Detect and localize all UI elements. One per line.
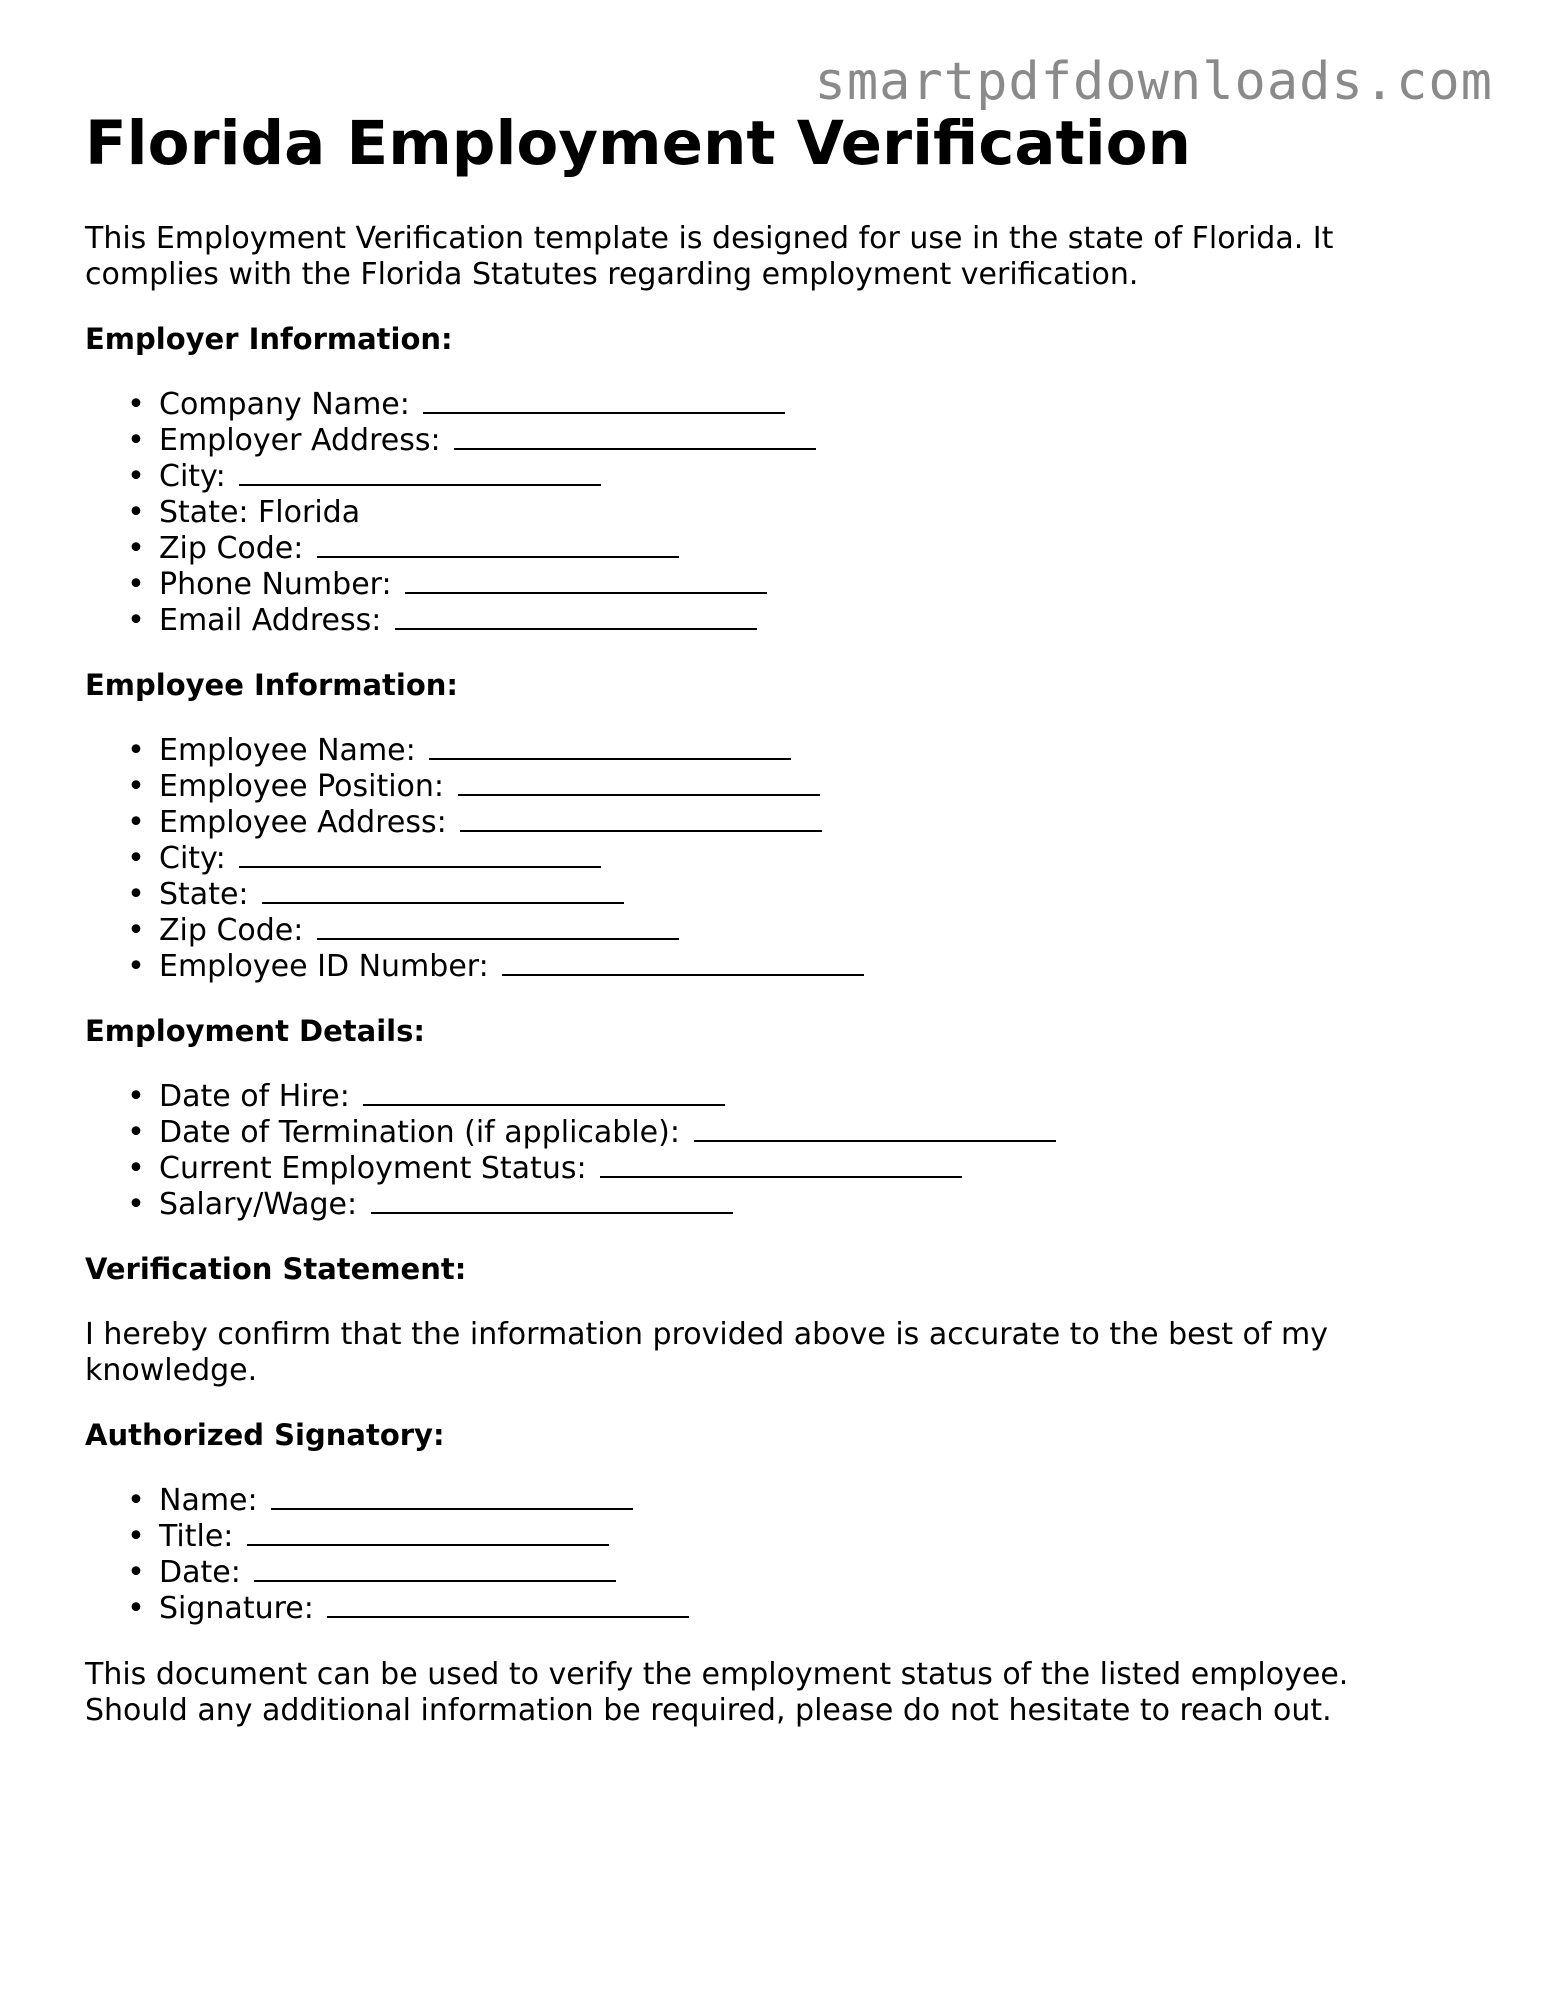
field-label: Date:: [159, 1555, 241, 1590]
form-field-item: [125, 1519, 1485, 1555]
fill-in-blank[interactable]: [262, 878, 624, 904]
fill-in-blank[interactable]: [423, 388, 785, 414]
form-field-item: [125, 459, 1485, 495]
form-field-item: [125, 1483, 1485, 1519]
fill-in-blank[interactable]: [363, 1080, 725, 1106]
field-label: Zip Code:: [159, 913, 304, 948]
form-field-item: [125, 949, 1485, 985]
form-field-item: [125, 423, 1485, 459]
field-label: Employee Address:: [159, 805, 447, 840]
form-field-item: [125, 769, 1485, 805]
fill-in-blank[interactable]: [454, 424, 816, 450]
bullet-icon: •: [127, 1555, 145, 1590]
employer-field-list: [85, 387, 1485, 639]
watermark: smartpdfdownloads.com: [814, 52, 1493, 112]
bullet-icon: •: [127, 1483, 145, 1518]
bullet-icon: •: [127, 1151, 145, 1186]
form-field-item: [125, 1555, 1485, 1591]
bullet-icon: •: [127, 733, 145, 768]
verification-section: [85, 1251, 1485, 1389]
fill-in-blank[interactable]: [327, 1592, 689, 1618]
form-field-item: [125, 1079, 1485, 1115]
section-heading-employer: Employer Information:: [85, 322, 453, 356]
bullet-icon: •: [127, 1591, 145, 1626]
bullet-icon: •: [127, 459, 145, 494]
field-label: State:: [159, 877, 249, 912]
field-label: Employee ID Number:: [159, 949, 489, 984]
form-field-item: [125, 877, 1485, 913]
fill-in-blank[interactable]: [317, 532, 679, 558]
bullet-icon: •: [127, 1187, 145, 1222]
field-label: Employer Address:: [159, 423, 441, 458]
bullet-icon: •: [127, 1519, 145, 1554]
fill-in-blank[interactable]: [460, 806, 822, 832]
form-field-item: [125, 805, 1485, 841]
form-field-item: [125, 1591, 1485, 1627]
field-label: Name:: [159, 1483, 258, 1518]
field-label: Date of Termination (if applicable):: [159, 1115, 680, 1150]
form-field-item: [125, 567, 1485, 603]
form-field-item: [125, 603, 1485, 639]
signatory-field-list: [85, 1483, 1485, 1627]
field-label: Employee Name:: [159, 733, 416, 768]
intro-paragraph: This Employment Verification template is designed for use in the state of Florida. It complies with the Florida Statutes regarding employment verification.: [85, 221, 1334, 292]
form-field-item: [125, 495, 1485, 531]
bullet-icon: •: [127, 1079, 145, 1114]
field-label: State: Florida: [159, 495, 361, 530]
fill-in-blank[interactable]: [395, 604, 757, 630]
fill-in-blank[interactable]: [600, 1152, 962, 1178]
bullet-icon: •: [127, 495, 145, 530]
bullet-icon: •: [127, 769, 145, 804]
form-field-item: [125, 913, 1485, 949]
page-title: Florida Employment Verification: [85, 108, 1191, 179]
employer-section: [85, 321, 1485, 639]
fill-in-blank[interactable]: [405, 568, 767, 594]
fill-in-blank[interactable]: [429, 734, 791, 760]
bullet-icon: •: [127, 387, 145, 422]
bullet-icon: •: [127, 567, 145, 602]
section-heading-employee: Employee Information:: [85, 668, 459, 702]
form-field-item: [125, 387, 1485, 423]
form-field-item: [125, 1187, 1485, 1223]
fill-in-blank[interactable]: [317, 914, 679, 940]
field-label: Current Employment Status:: [159, 1151, 587, 1186]
bullet-icon: •: [127, 423, 145, 458]
verification-statement: I hereby confirm that the information provided above is accurate to the best of my knowledge.: [85, 1317, 1328, 1388]
employee-section: [85, 667, 1485, 985]
section-heading-employment: Employment Details:: [85, 1014, 425, 1048]
employment-section: [85, 1013, 1485, 1223]
fill-in-blank[interactable]: [254, 1556, 616, 1582]
fill-in-blank[interactable]: [458, 770, 820, 796]
fill-in-blank[interactable]: [239, 842, 601, 868]
bullet-icon: •: [127, 913, 145, 948]
field-label: Salary/Wage:: [159, 1187, 358, 1222]
fill-in-blank[interactable]: [694, 1116, 1056, 1142]
form-field-item: [125, 531, 1485, 567]
fill-in-blank[interactable]: [239, 460, 601, 486]
field-label: Signature:: [159, 1591, 314, 1626]
bullet-icon: •: [127, 1115, 145, 1150]
fill-in-blank[interactable]: [502, 950, 864, 976]
bullet-icon: •: [127, 805, 145, 840]
form-field-item: [125, 1115, 1485, 1151]
bullet-icon: •: [127, 531, 145, 566]
form-field-item: [125, 733, 1485, 769]
field-label: Date of Hire:: [159, 1079, 350, 1114]
field-label: Company Name:: [159, 387, 410, 422]
section-heading-verification: Verification Statement:: [85, 1252, 467, 1286]
field-label: Phone Number:: [159, 567, 392, 602]
document-page: [85, 108, 1485, 1729]
bullet-icon: •: [127, 877, 145, 912]
field-label: City:: [159, 841, 226, 876]
fill-in-blank[interactable]: [271, 1484, 633, 1510]
form-field-item: [125, 841, 1485, 877]
field-label: Employee Position:: [159, 769, 445, 804]
section-heading-signatory: Authorized Signatory:: [85, 1418, 445, 1452]
signatory-section: [85, 1417, 1485, 1627]
employee-field-list: [85, 733, 1485, 985]
field-label: Zip Code:: [159, 531, 304, 566]
employment-field-list: [85, 1079, 1485, 1223]
bullet-icon: •: [127, 841, 145, 876]
fill-in-blank[interactable]: [371, 1188, 733, 1214]
form-field-item: [125, 1151, 1485, 1187]
closing-paragraph: This document can be used to verify the employment status of the listed employee. Should any additional information be required, please do not hesitate to reach out.: [85, 1657, 1349, 1728]
field-label: Title:: [159, 1519, 234, 1554]
fill-in-blank[interactable]: [247, 1520, 609, 1546]
field-label: City:: [159, 459, 226, 494]
field-label: Email Address:: [159, 603, 382, 638]
bullet-icon: •: [127, 603, 145, 638]
bullet-icon: •: [127, 949, 145, 984]
